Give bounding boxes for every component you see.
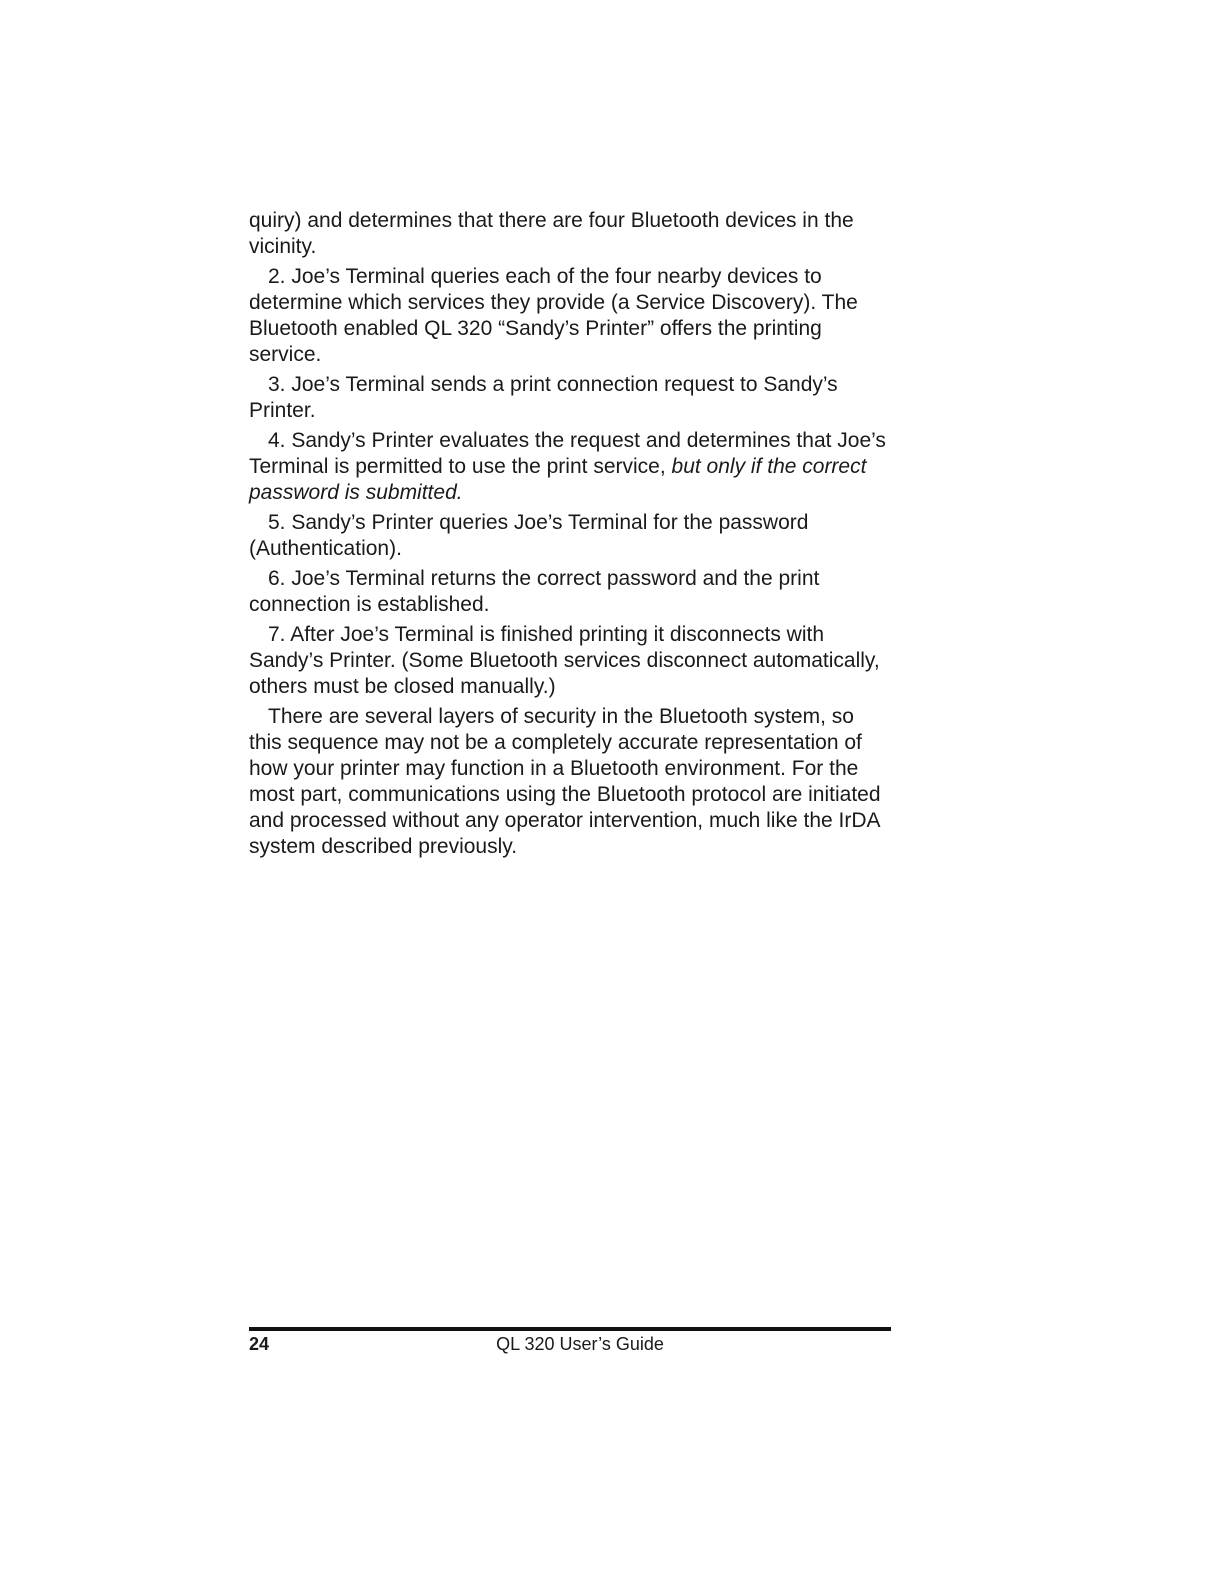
step-7: 7. After Joe’s Terminal is finished printing it disconnects with Sandy’s Printer. (Some Bluetooth services disconnect automatically, others must be closed manually.)	[249, 623, 880, 698]
step-2: 2. Joe’s Terminal queries each of the four nearby devices to determine which services they provide (a Service Discovery). The Bluetooth enabled QL 320 “Sandy’s Printer” offers the printing service.	[249, 265, 858, 366]
step-3: 3. Joe’s Terminal sends a print connection request to Sandy’s Printer.	[249, 373, 838, 422]
step-4-text: 4. Sandy’s Printer evaluates the request and determines that Joe’s Terminal is permitted to use the print service,	[249, 429, 886, 478]
footer-divider	[249, 1327, 891, 1331]
page-number: 24	[249, 1334, 270, 1354]
closing-paragraph: There are several layers of security in the Bluetooth system, so this sequence may not be a completely accurate representation of how your printer may function in a Bluetooth environment. For the most part, communications using the Bluetooth protocol are initiated and processed without any operator intervention, much like the IrDA system described previously.	[249, 705, 881, 858]
step-4-emphasis: but only if the correct password is submitted.	[249, 455, 867, 504]
step-4	[249, 428, 891, 506]
step-6: 6. Joe’s Terminal returns the correct password and the print connection is established.	[249, 567, 820, 616]
body-text	[249, 208, 891, 864]
footer-title: QL 320 User’s Guide	[496, 1334, 664, 1354]
paragraph-continuation: quiry) and determines that there are four Bluetooth devices in the vicinity.	[249, 209, 854, 258]
step-5: 5. Sandy’s Printer queries Joe’s Terminal for the password (Authentication).	[249, 511, 809, 560]
